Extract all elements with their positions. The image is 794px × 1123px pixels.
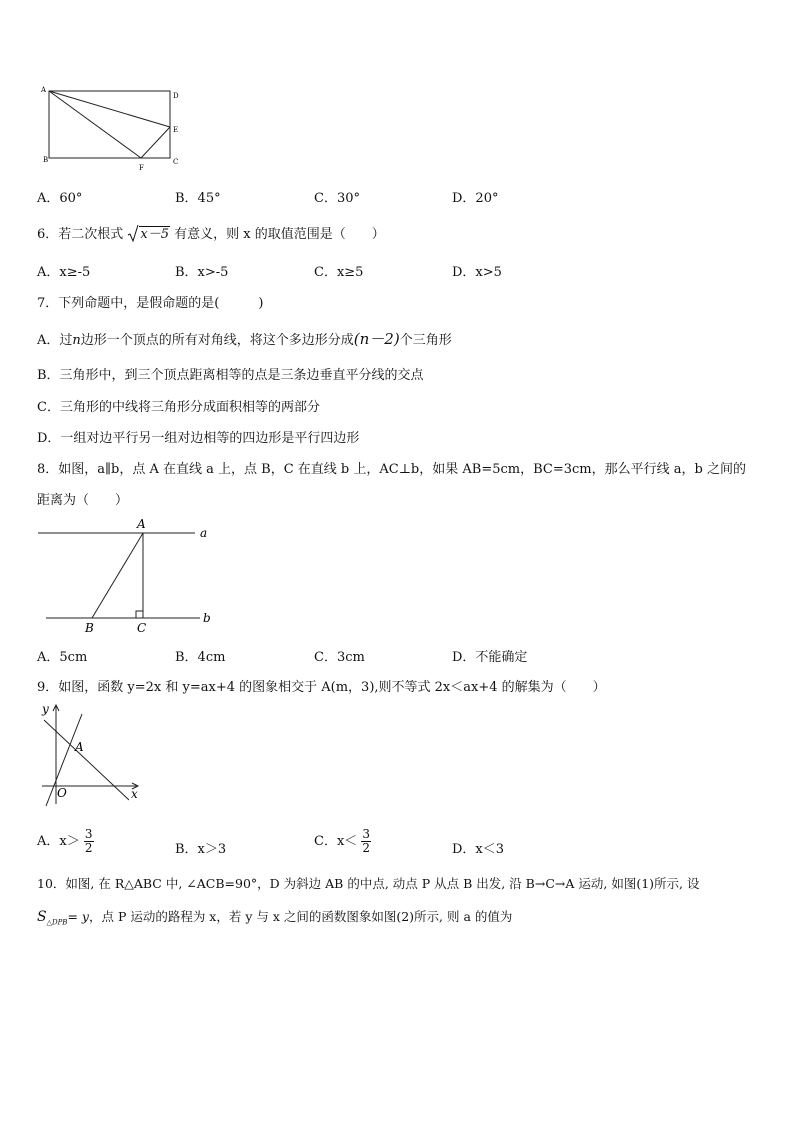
q7-a-before: A．过: [37, 333, 73, 348]
label-x-axis: x: [131, 787, 138, 801]
q5-option-b: B．45°: [175, 191, 221, 206]
q9-stem: 9．如图，函数 y=2x 和 y=ax+4 的图象相交于 A(m，3),则不等式 2x＜ax+4 的解集为（ ）: [37, 680, 606, 695]
q9-c-numerator: 3: [362, 827, 371, 841]
q7-stem: 7．下列命题中，是假命题的是( ): [37, 296, 264, 311]
q9-option-b: B．x＞3: [175, 842, 227, 857]
q5-option-c: C．30°: [314, 191, 360, 206]
label-origin: O: [57, 786, 67, 800]
q6-radicand: x－5: [140, 227, 170, 242]
q10-line2-rest: ，点 P 运动的路程为 x，若 y 与 x 之间的函数图象如图(2)所示, 则 a 的值为: [88, 909, 513, 924]
q5-option-d: D．20°: [452, 191, 499, 206]
q5-option-a: A．60°: [37, 191, 83, 206]
q10-s-equals: = y: [67, 909, 89, 924]
label-c: C: [173, 158, 179, 166]
q10-stem-line2: [37, 907, 512, 927]
q7-a-middle: 边形一个顶点的所有对角线，将这个多边形分成: [80, 333, 354, 348]
q8-option-a: A．5cm: [37, 650, 88, 665]
q6-option-d: D．x>5: [452, 265, 502, 280]
q9-option-a: [37, 828, 94, 855]
q6-stem-after: 有意义，则 x 的取值范围是（ ）: [174, 227, 385, 242]
label-line-a: a: [200, 526, 208, 540]
label-d: D: [173, 92, 179, 100]
q9-option-c: [314, 828, 371, 855]
label-b: B: [43, 156, 49, 164]
label-b-point: B: [85, 621, 94, 635]
q7-option-d: D．一组对边平行另一组对边相等的四边形是平行四边形: [37, 431, 360, 446]
label-point-a: A: [75, 740, 84, 754]
q9-c-denominator: 2: [362, 841, 371, 855]
q9-a-fraction: [84, 828, 94, 855]
q9-c-prefix: C．x＜: [314, 834, 358, 849]
q9-c-fraction: [361, 828, 371, 855]
q7-a-after: 个三角形: [399, 333, 452, 348]
q9-a-prefix: A．x＞: [37, 834, 80, 849]
q10-stem-line1: 10．如图, 在 R△ABC 中, ∠ACB=90°，D 为斜边 AB 的中点, 动点 P 从点 B 出发, 沿 B→C→A 运动, 如图(1)所示, 设: [37, 876, 700, 891]
q7-option-b: B．三角形中，到三个顶点距离相等的点是三条边垂直平分线的交点: [37, 368, 424, 383]
label-y-axis: y: [42, 702, 49, 716]
q6-option-b: B．x>-5: [175, 265, 229, 280]
q7-a-n: n: [72, 333, 81, 348]
q6-option-a: A．x≥-5: [37, 265, 91, 280]
q9-option-d: D．x＜3: [452, 842, 505, 857]
label-line-b: b: [203, 611, 211, 625]
q6-stem: [37, 223, 385, 242]
label-a: A: [41, 86, 47, 94]
label-e: E: [173, 126, 179, 134]
function-graph-figure: [34, 700, 146, 808]
q10-s-symbol: S: [37, 909, 47, 925]
q9-a-denominator: 2: [84, 841, 93, 855]
label-a-point: A: [137, 517, 146, 531]
label-f: F: [139, 164, 144, 172]
label-c-point: C: [137, 621, 147, 635]
rectangle-figure: [36, 84, 186, 176]
q10-s-subscript: △DPB: [46, 918, 68, 927]
q8-option-d: D．不能确定: [452, 650, 528, 665]
q7-a-paren: (n－2): [353, 330, 400, 348]
q9-a-numerator: 3: [84, 827, 93, 841]
q7-option-a: [37, 328, 452, 349]
q6-stem-before: 6．若二次根式: [37, 227, 124, 242]
q6-option-c: C．x≥5: [314, 265, 364, 280]
parallel-lines-figure: [30, 512, 220, 636]
q8-stem-line1: 8．如图，a∥b，点 A 在直线 a 上，点 B，C 在直线 b 上，AC⊥b，如果 AB=5cm，BC=3cm，那么平行线 a，b 之间的: [37, 462, 746, 477]
q7-option-c: C．三角形的中线将三角形分成面积相等的两部分: [37, 400, 320, 415]
q8-option-b: B．4cm: [175, 650, 226, 665]
radical-sign-icon: [127, 224, 139, 242]
q8-option-c: C．3cm: [314, 650, 365, 665]
q8-stem-line2: 距离为（ ）: [37, 493, 129, 508]
